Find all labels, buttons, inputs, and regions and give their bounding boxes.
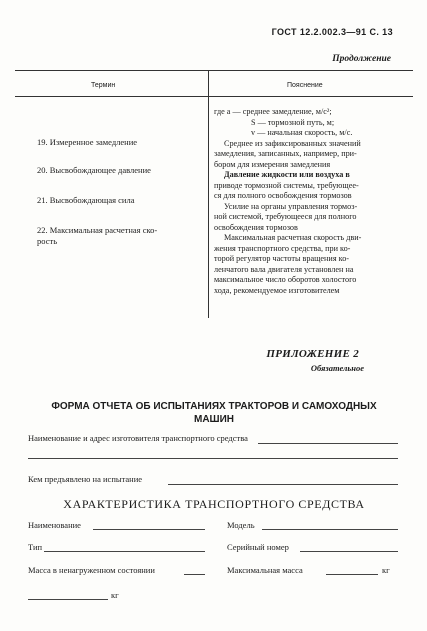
explanation-line: Усилие на органы управления тормоз- — [224, 201, 358, 211]
max-mass-field-line[interactable] — [326, 574, 378, 575]
section-title: ХАРАКТЕРИСТИКА ТРАНСПОРТНОГО СРЕДСТВА — [63, 497, 365, 511]
explanation-line: Среднее из зафиксированных значений — [224, 138, 361, 148]
unladen-mass-unit: кг — [111, 590, 119, 600]
column-header-explanation: Пояснение — [287, 82, 323, 89]
explanation-line: ся для полного освобождения тормозов — [214, 191, 352, 200]
serial-number-field-line[interactable] — [300, 551, 398, 552]
submitted-by-label: Кем предъявлено на испытание — [28, 474, 143, 484]
explanation-line: v — начальная скорость, м/с. — [251, 128, 353, 137]
table-top-rule — [15, 70, 413, 71]
explanation-line: Максимальная расчетная скорость дви- — [224, 233, 362, 242]
type-label: Тип — [28, 542, 43, 552]
model-label: Модель — [227, 520, 255, 530]
explanation-column — [214, 107, 400, 296]
explanation-line: S — тормозной путь, м; — [251, 117, 335, 127]
unladen-mass-field-line-2[interactable] — [28, 599, 108, 600]
form-title — [15, 400, 413, 426]
explanation-line: ленчатого вала двигателя установлен на — [214, 264, 354, 274]
appendix-title: ПРИЛОЖЕНИЕ 2 — [266, 348, 359, 360]
explanation-line: максимальное число оборотов холостого — [214, 275, 357, 284]
explanation-line: замедления, записанных, например, при- — [214, 149, 357, 158]
max-mass-unit: кг — [382, 565, 390, 575]
table-column-divider — [208, 70, 209, 318]
type-field-line[interactable] — [44, 551, 205, 552]
manufacturer-field-line-2[interactable] — [28, 458, 398, 459]
max-mass-label: Максимальная масса — [227, 565, 303, 575]
term-21: 21. Высвобождающая сила — [37, 195, 135, 205]
unladen-mass-field-line[interactable] — [184, 574, 205, 575]
term-22-line-1: 22. Максимальная расчетная ско- — [37, 225, 158, 235]
explanation-line: приводе тормозной системы, требующее- — [214, 180, 359, 190]
explanation-line: торой регулятор частоты вращения ко- — [214, 254, 350, 263]
term-19: 19. Измеренное замедление — [37, 137, 138, 147]
explanation-line: Давление жидкости или воздуха в — [224, 170, 350, 179]
continuation-label: Продолжение — [332, 54, 391, 64]
vehicle-name-field-line[interactable] — [93, 529, 205, 530]
explanation-line: ной системой, требующееся для полного — [214, 212, 357, 221]
explanation-line: хода, рекомендуемое изготовителем — [214, 285, 340, 295]
manufacturer-field-line[interactable] — [258, 443, 398, 444]
standard-header: ГОСТ 12.2.002.3—91 С. 13 — [271, 27, 393, 37]
appendix-status: Обязательное — [310, 363, 364, 373]
column-header-term: Термин — [91, 82, 116, 89]
term-22-line-2: рость — [37, 236, 58, 246]
explanation-line: жения транспортного средства, при ко- — [214, 243, 351, 253]
table-header-rule — [15, 96, 413, 97]
form-title-line-1: ФОРМА ОТЧЕТА ОБ ИСПЫТАНИЯХ ТРАКТОРОВ И САМОХОДНЫХ — [51, 401, 377, 412]
form-title-line-2: МАШИН — [193, 414, 234, 425]
model-field-line[interactable] — [262, 529, 398, 530]
unladen-mass-label: Масса в ненагруженном состоянии — [28, 565, 155, 575]
vehicle-name-label: Наименование — [28, 520, 81, 530]
term-20: 20. Высвобождающее давление — [37, 165, 151, 175]
term-22 — [37, 225, 205, 247]
explanation-line: где a — среднее замедление, м/с²; — [214, 107, 332, 116]
explanation-line: освобождения тормозов — [214, 222, 298, 232]
serial-number-label: Серийный номер — [227, 542, 289, 552]
manufacturer-label: Наименование и адрес изготовителя транспортного средства — [28, 433, 248, 443]
submitted-by-field-line[interactable] — [168, 484, 398, 485]
explanation-line: бором для измерения замедления — [214, 159, 331, 169]
